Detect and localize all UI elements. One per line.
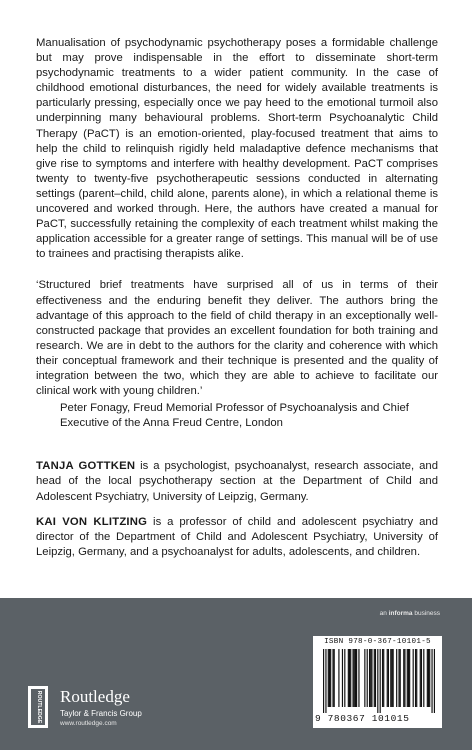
publisher-url: www.routledge.com [60, 720, 117, 727]
barcode-bar [398, 649, 399, 707]
barcode-bar [338, 649, 339, 707]
barcode-bar [371, 649, 372, 707]
barcode-bar [400, 649, 401, 707]
barcode-bar [391, 649, 392, 707]
barcode-bar [352, 649, 353, 707]
publisher-name: Routledge [60, 687, 130, 706]
barcode-bar [332, 649, 333, 707]
barcode-bar [421, 649, 422, 707]
barcode-bar [342, 649, 343, 707]
barcode-bar [404, 649, 405, 707]
barcode-bar [330, 649, 331, 707]
barcode-bar [334, 649, 335, 707]
book-blurb: Manualisation of psychodynamic psychotherapy poses a formidable challenge but may prove indispensable in the effort to disseminate short-term psychodynamic treatments to a wider patient community. In the case of childhood emotional disturbances, the need for widely available treatments is particularly pressing, especially once we pay heed to the emotional turmoil also underpinning many behavioural problems. Short-term Psychoanalytic Child Therapy (PaCT) is an emotion-oriented, play-focused treatment that aims to help the child to relinquish rigidly held maladaptive defence mechanisms that give rise to symptoms and interfere with healthy development. PaCT comprises twenty to twenty-five psychotherapeutic sessions conducted in alternating settings (parent–child, child alone, parents alone), in which a relational theme is uncovered and worked through. Here, the authors have created a manual for PaCT, successfully retaining the complexity of each treatment whilst making the application accessible for a greater range of settings. This manual will be of use to trainees and practising therapists alike. [36, 37, 438, 261]
barcode-bar [393, 649, 394, 707]
author-bio-klitzing [36, 515, 438, 560]
routledge-logo [28, 686, 188, 730]
barcode-bar [375, 649, 376, 707]
barcode-bar [356, 649, 357, 707]
barcode-bar [409, 649, 410, 707]
barcode-bar [354, 649, 355, 707]
barcode-bar [358, 649, 359, 707]
barcode-bar [349, 649, 350, 707]
barcode-bar [429, 649, 430, 707]
barcode-bars [323, 649, 435, 713]
barcode-bar [329, 649, 330, 707]
barcode-bar [420, 649, 421, 707]
barcode-bar [374, 649, 375, 707]
barcode-bar [427, 649, 428, 707]
barcode-bar [377, 649, 378, 713]
barcode-bar [382, 649, 383, 707]
barcode-bar [387, 649, 388, 707]
barcode-bar [370, 649, 371, 707]
barcode-bar [369, 649, 370, 707]
barcode-bar [413, 649, 414, 707]
barcode-bar [388, 649, 389, 707]
barcode-bar [403, 649, 404, 707]
barcode-bar [434, 649, 435, 713]
barcode-bar [344, 649, 345, 707]
informa-tagline: an informa business [379, 610, 440, 617]
author-bio-gottken [36, 459, 438, 504]
ean-digits: 9 780367 101015 [315, 713, 410, 724]
barcode-bar [383, 649, 384, 707]
barcode-bar [350, 649, 351, 707]
author-name: TANJA GOTTKEN [36, 460, 136, 473]
endorsement-attribution: Peter Fonagy, Freud Memorial Professor of Psychoanalysis and Chief Executive of the Anna Freud Centre, London [60, 402, 409, 430]
author-bio-text: is a professor of child and adolescent psychiatry and director of the Department of Child and Adolescent Psychiatry, University of Leipzig, Germany, and a psychoanalyst for adults, adolescents, and children. [36, 515, 438, 558]
barcode-bar [407, 649, 408, 707]
barcode-bar [423, 649, 424, 707]
spine-text: ROUTLEDGE [36, 690, 42, 724]
barcode-bar [396, 649, 397, 707]
publisher-group: Taylor & Francis Group [60, 709, 142, 718]
barcode-bar [380, 649, 381, 713]
barcode-bar [416, 649, 417, 707]
barcode-bar [355, 649, 356, 707]
author-name: KAI VON KLITZING [36, 515, 148, 528]
barcode-bar [328, 649, 329, 707]
barcode-bar [415, 649, 416, 707]
barcode-bar [325, 649, 326, 713]
barcode-bar [431, 649, 432, 713]
barcode-bar [428, 649, 429, 707]
isbn-barcode [313, 636, 442, 728]
barcode-bar [390, 649, 391, 707]
endorsement-quote: ‘Structured brief treatments have surprised all of us in terms of their effectiveness and the enduring benefit they deliver. The authors bring the advantage of this approach to the field of child therapy in an exceptionally well-constructed package that provides an excellent foundation for both training and research. We are in debt to the authors for the clarity and coherence with which their conceptual framework and their technique is presented and the quality of integration between the two, which they are able to achieve to facilitate our clinical work with young children.’ [36, 279, 438, 398]
isbn-label: ISBN 978-0-367-10101-5 [324, 638, 431, 646]
barcode-bar [367, 649, 368, 707]
barcode-bar [408, 649, 409, 707]
routledge-mark-icon [28, 686, 48, 728]
author-bio-text: is a psychologist, psychoanalyst, research associate, and head of the local psychotherapy section at the Department of Child and Adolescent Psychiatry, University of Leipzig, Germany. [36, 460, 438, 503]
back-cover-text [36, 36, 438, 560]
barcode-bar [348, 649, 349, 707]
barcode-bar [323, 649, 324, 713]
barcode-bar [364, 649, 365, 707]
